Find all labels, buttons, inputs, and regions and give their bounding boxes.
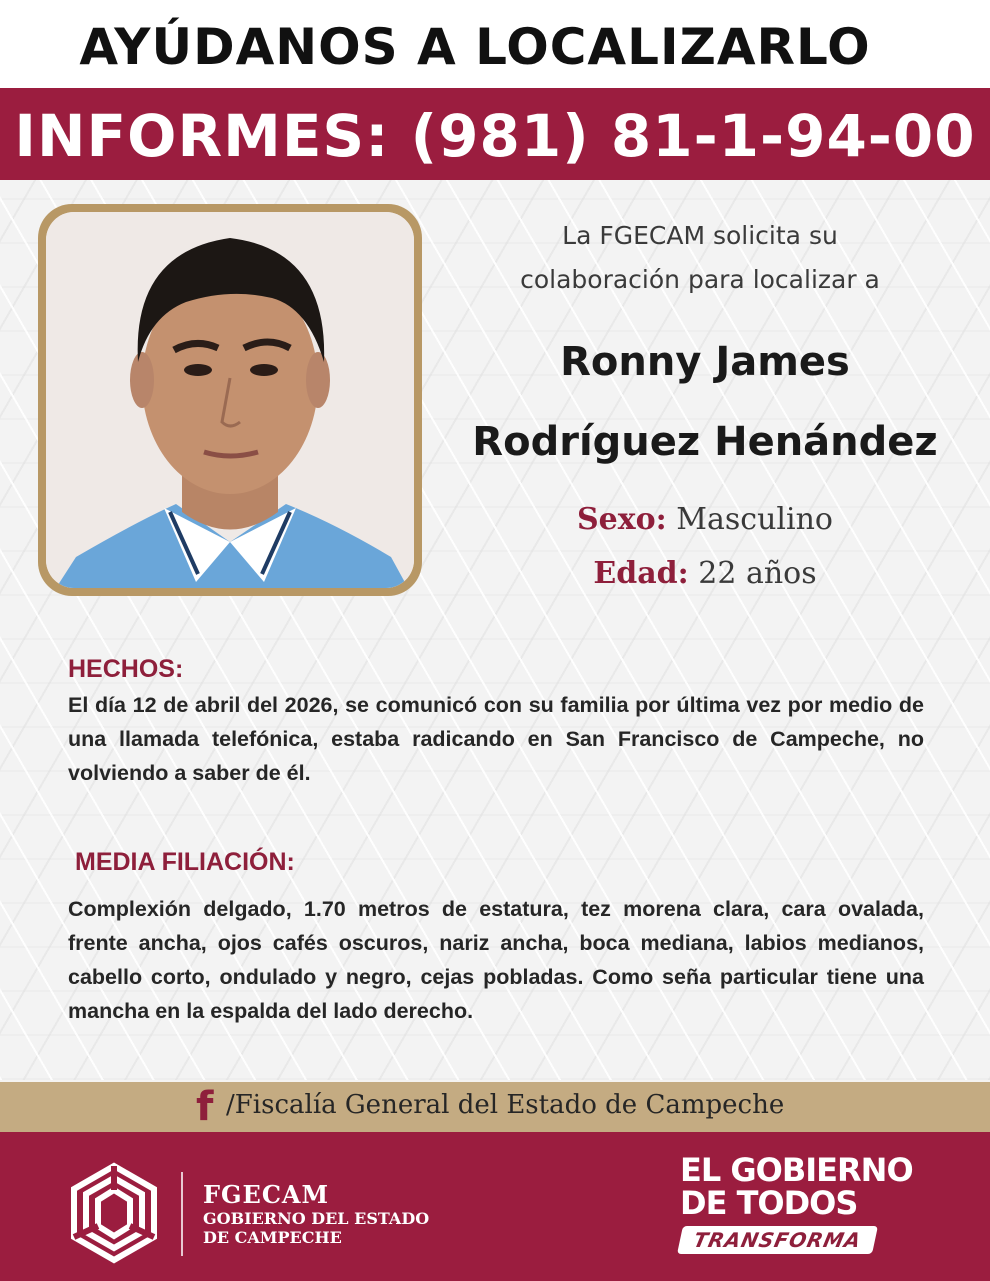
government-logo xyxy=(680,1151,920,1254)
gov-line-1: EL GOBIERNO xyxy=(680,1151,913,1189)
facts-title: HECHOS: xyxy=(68,655,184,683)
intro-text xyxy=(470,214,930,302)
org-block xyxy=(203,1180,429,1247)
phone-band xyxy=(0,88,990,180)
social-band xyxy=(0,1082,990,1132)
sex-value: Masculino xyxy=(676,502,833,537)
description-title: MEDIA FILIACIÓN: xyxy=(75,848,295,876)
name-line-2: Rodríguez Henández xyxy=(472,419,938,465)
org-line-1: GOBIERNO DEL ESTADO xyxy=(203,1209,430,1228)
photo-frame xyxy=(38,204,422,596)
age-label: Edad: xyxy=(593,556,689,591)
sex-label: Sexo: xyxy=(577,502,667,537)
person-photo xyxy=(46,212,414,588)
org-line-2: DE CAMPECHE xyxy=(203,1228,342,1247)
headline-band xyxy=(0,0,990,88)
person-name xyxy=(455,322,955,482)
description-text: Complexión delgado, 1.70 metros de estatura, tez morena clara, cara ovalada, frente ancha, ojos cafés oscuros, nariz ancha, boca mediana, labios medianos, cabello corto, ondulado y negro, cejas pobladas. Como seña particular tiene una mancha en la espalda del lado derecho. xyxy=(68,897,924,1023)
phone-info: INFORMES: (981) 81-1-94-00 xyxy=(14,102,976,170)
age-row xyxy=(470,556,940,591)
footer xyxy=(0,1132,990,1281)
footer-divider xyxy=(181,1172,183,1256)
fgecam-logo-icon xyxy=(66,1160,162,1266)
org-abbr: FGECAM xyxy=(203,1180,330,1209)
social-handle[interactable]: /Fiscalía General del Estado de Campeche xyxy=(226,1090,785,1120)
gov-transform-badge: TRANSFORMA xyxy=(677,1226,878,1254)
sex-row xyxy=(470,502,940,537)
headline: AYÚDANOS A LOCALIZARLO xyxy=(79,18,871,76)
name-line-1: Ronny James xyxy=(560,339,850,385)
facts-text: El día 12 de abril del 2026, se comunicó con su familia por última vez por medio de una llamada telefónica, estaba radicando en San Francisco de Campeche, no volviendo a saber de él. xyxy=(68,693,924,785)
gov-line-2: DE TODOS xyxy=(680,1184,858,1222)
intro-line-1: La FGECAM solicita su xyxy=(562,221,838,250)
facebook-icon[interactable]: f xyxy=(196,1084,214,1130)
age-value: 22 años xyxy=(698,556,817,591)
intro-line-2: colaboración para localizar a xyxy=(520,265,880,294)
